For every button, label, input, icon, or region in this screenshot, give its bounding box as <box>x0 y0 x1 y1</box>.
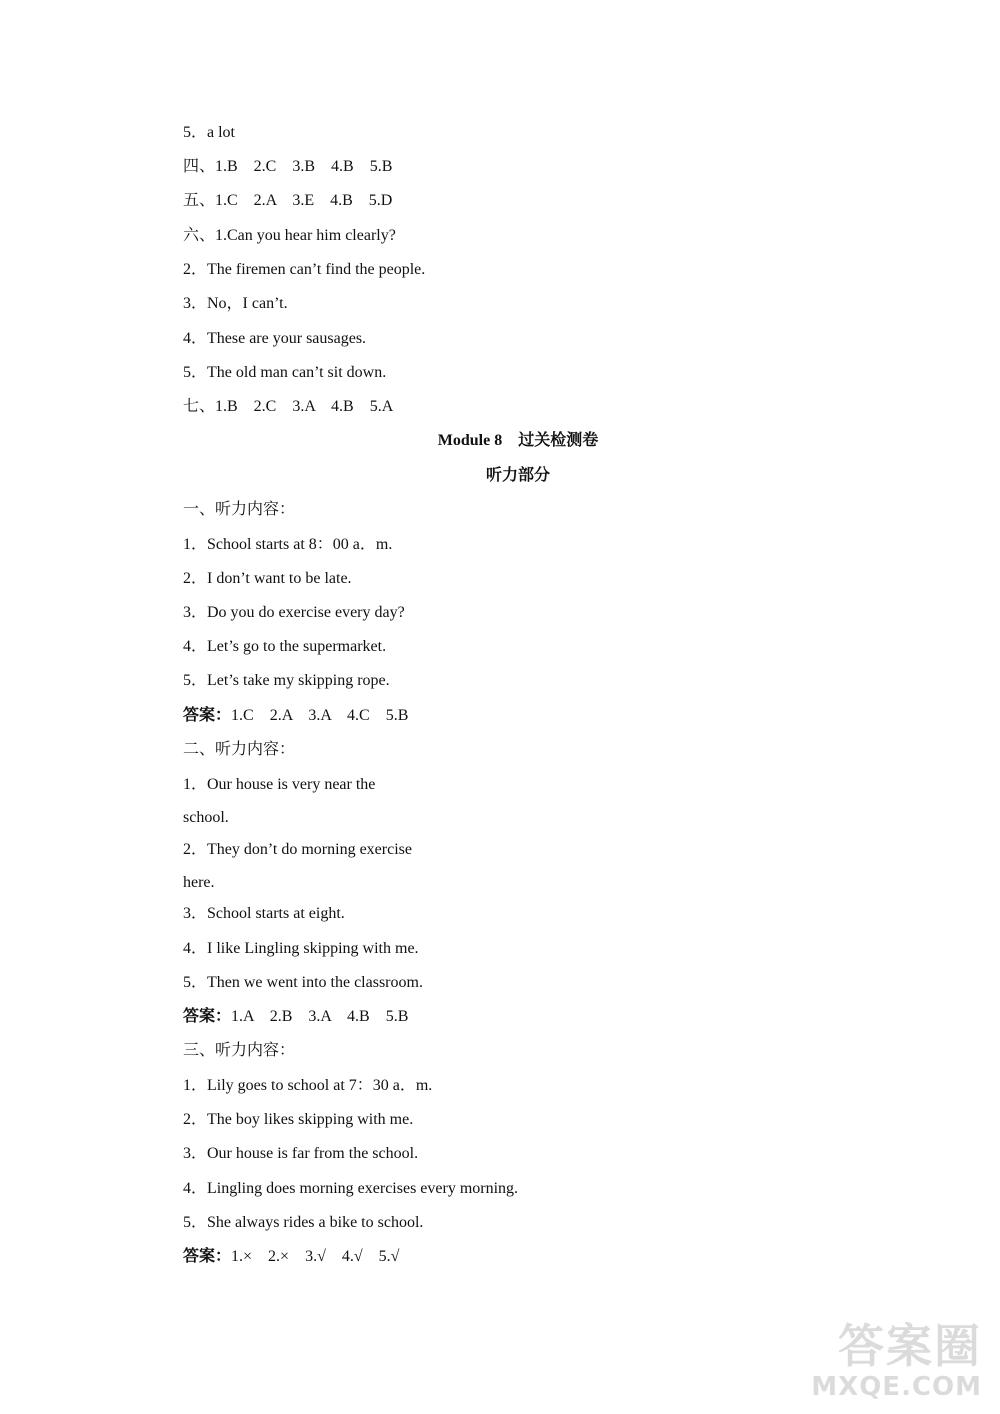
answer-text: 1.× 2.× 3.√ 4.√ 5.√ <box>231 1248 400 1265</box>
watermark-en: MXQE.COM <box>811 1372 982 1402</box>
list-item: 2．They don’t do morning exercise <box>183 841 412 858</box>
answer-label: 答案： <box>183 707 232 724</box>
list-item: 3．School starts at eight. <box>183 905 345 922</box>
answer-line: 3．No，I can’t. <box>183 295 288 312</box>
answer-line: 4．These are your sausages. <box>183 330 367 347</box>
list-item: 5．Then we went into the classroom. <box>183 974 423 991</box>
list-item: 5．Let’s take my skipping rope. <box>183 672 390 689</box>
answer-line: 七、1.B 2.C 3.A 4.B 5.A <box>183 398 394 415</box>
answer-line: 2．The firemen can’t find the people. <box>183 261 426 278</box>
list-item: 3．Do you do exercise every day? <box>183 604 405 621</box>
list-item: 1．Our house is very near the <box>183 776 376 793</box>
section-heading: 三、听力内容： <box>183 1042 296 1059</box>
section-heading: 二、听力内容： <box>183 741 296 758</box>
list-item: 4．I like Lingling skipping with me. <box>183 940 419 957</box>
answer-label: 答案： <box>183 1248 232 1265</box>
answer-line: 五、1.C 2.A 3.E 4.B 5.D <box>183 192 393 209</box>
answer-text: 1.C 2.A 3.A 4.C 5.B <box>231 707 409 724</box>
list-item: 2．The boy likes skipping with me. <box>183 1111 414 1128</box>
list-item: 4．Let’s go to the supermarket. <box>183 638 387 655</box>
answer-line <box>183 706 408 726</box>
section-heading: 一、听力内容： <box>183 501 296 518</box>
list-item: 3．Our house is far from the school. <box>183 1145 419 1162</box>
answer-line: 5．The old man can’t sit down. <box>183 364 387 381</box>
answer-line: 四、1.B 2.C 3.B 4.B 5.B <box>183 158 393 175</box>
module-title: Module 8 过关检测卷 <box>437 432 599 449</box>
answer-label: 答案： <box>183 1008 232 1025</box>
watermark-logo <box>811 1306 986 1406</box>
list-item: school. <box>183 809 229 826</box>
list-item: 2．I don’t want to be late. <box>183 570 352 587</box>
list-item: 1．School starts at 8：00 a．m. <box>183 536 393 553</box>
module-subtitle: 听力部分 <box>485 467 550 484</box>
list-item: 5．She always rides a bike to school. <box>183 1214 424 1231</box>
answer-text: 1.A 2.B 3.A 4.B 5.B <box>231 1008 409 1025</box>
list-item: 1．Lily goes to school at 7：30 a．m. <box>183 1077 433 1094</box>
answer-line <box>183 1247 399 1267</box>
watermark-cn: 答案圈 <box>838 1319 982 1373</box>
list-item: here. <box>183 874 215 891</box>
answer-line: 5．a lot <box>183 124 235 141</box>
list-item: 4．Lingling does morning exercises every morning. <box>183 1180 519 1197</box>
answer-line: 六、1.Can you hear him clearly? <box>183 227 396 244</box>
answer-line <box>183 1007 408 1027</box>
